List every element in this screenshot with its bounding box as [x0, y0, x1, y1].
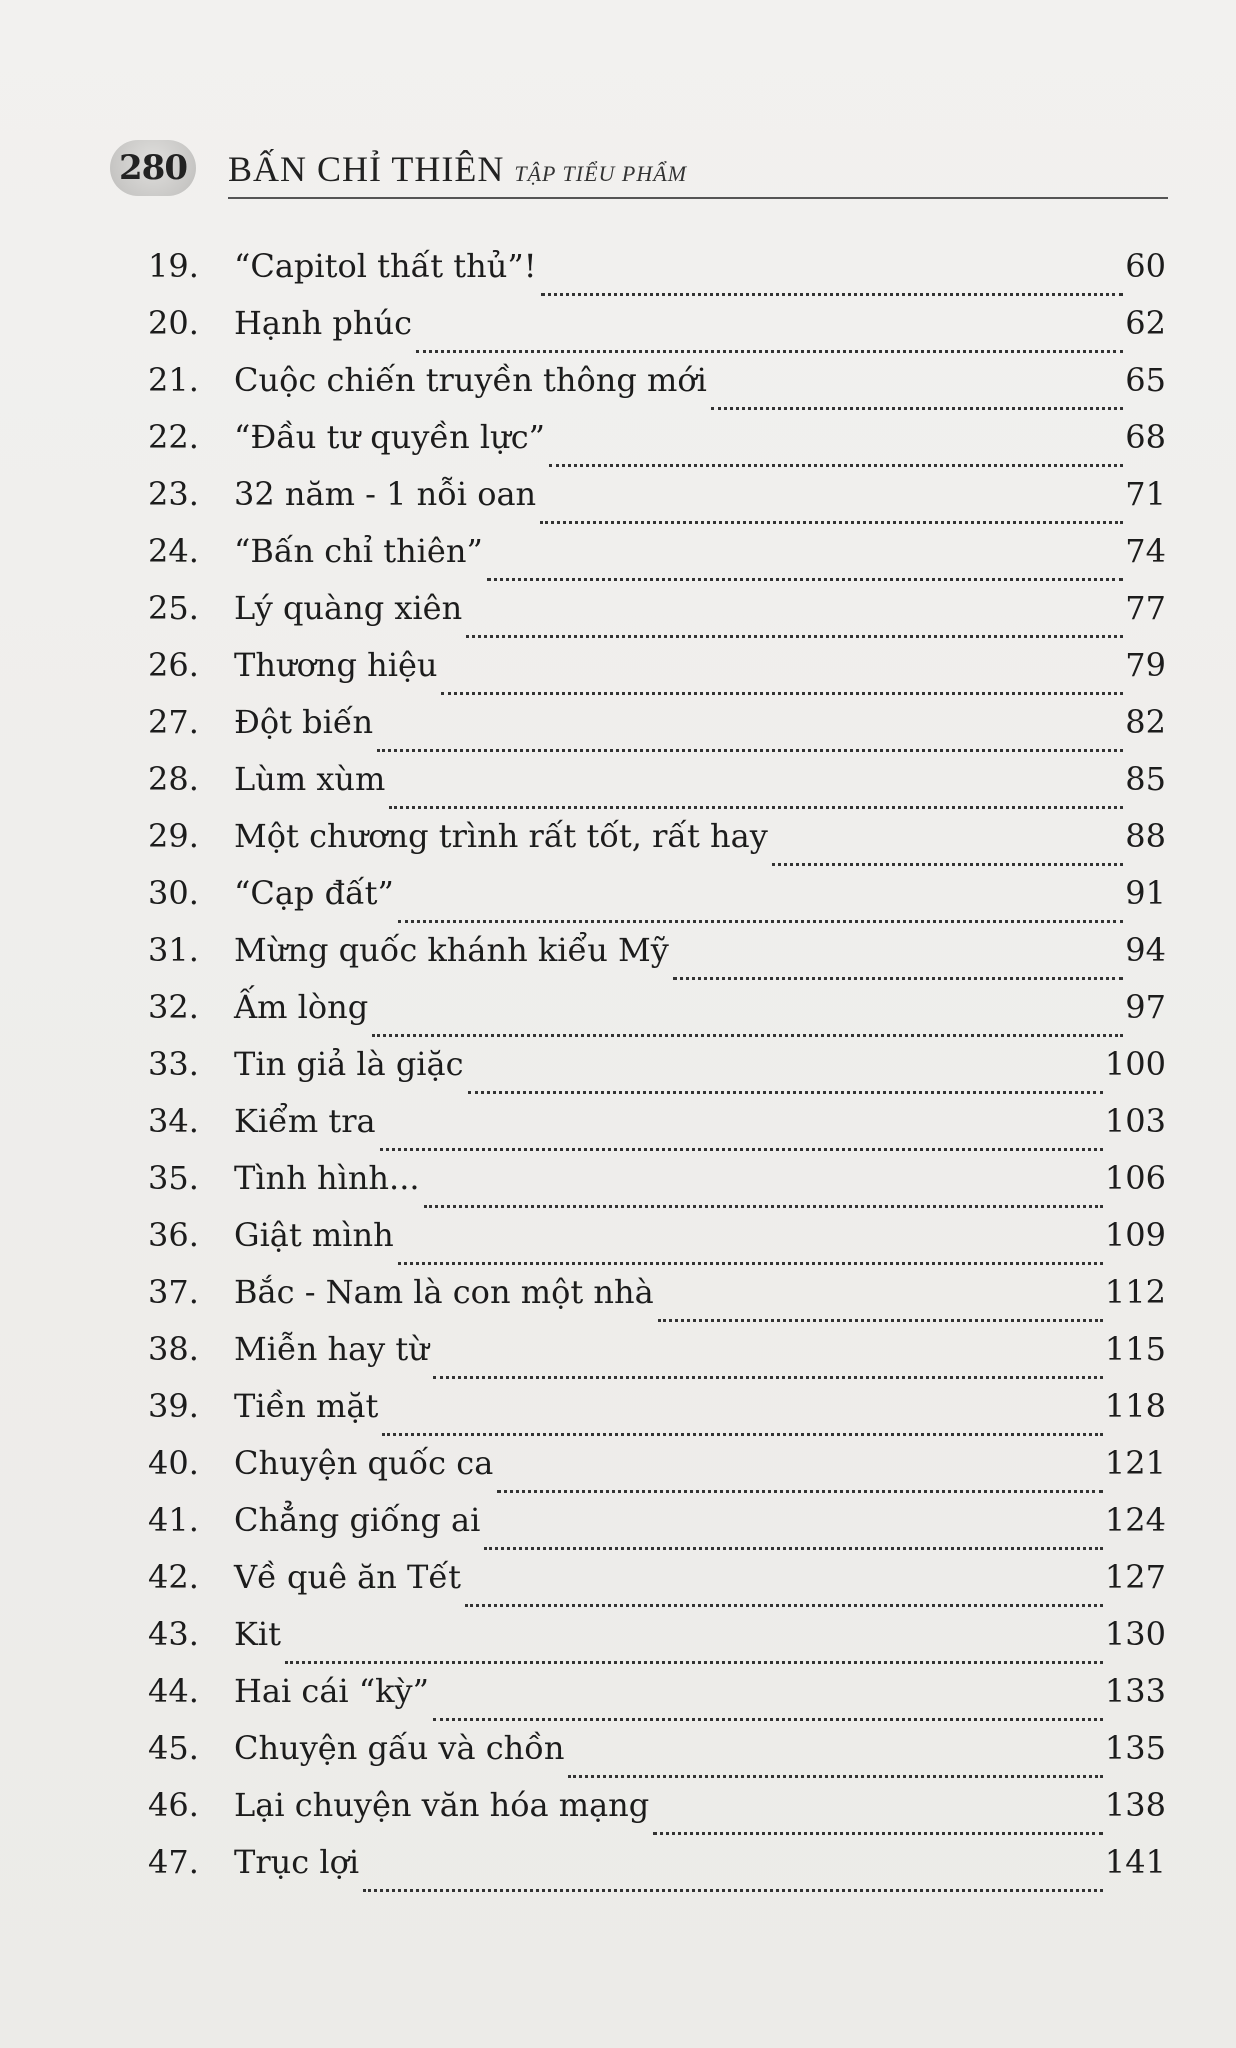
table-of-contents [148, 247, 1166, 1900]
toc-entry-number: 40. [148, 1444, 199, 1482]
toc-entry-page: 97 [1125, 988, 1166, 1026]
toc-entry-page: 135 [1104, 1729, 1166, 1767]
toc-entry-number: 24. [148, 532, 199, 570]
toc-entry-page: 62 [1125, 304, 1166, 342]
toc-dot-leader [382, 1432, 1103, 1436]
toc-entry [148, 1444, 1166, 1501]
toc-entry-number: 29. [148, 817, 199, 855]
header-rule [228, 197, 1168, 199]
toc-dot-leader [433, 1375, 1103, 1379]
toc-entry-number: 43. [148, 1615, 199, 1653]
toc-entry-page: 100 [1104, 1045, 1166, 1083]
toc-entry-number: 32. [148, 988, 199, 1026]
toc-entry-page: 141 [1104, 1843, 1166, 1881]
toc-entry-number: 30. [148, 874, 199, 912]
toc-entry-number: 26. [148, 646, 199, 684]
toc-entry-page: 127 [1104, 1558, 1166, 1596]
toc-dot-leader [372, 1033, 1123, 1037]
toc-dot-leader [658, 1318, 1103, 1322]
toc-entry-page: 91 [1125, 874, 1166, 912]
toc-dot-leader [285, 1660, 1103, 1664]
toc-entry-page: 60 [1125, 247, 1166, 285]
toc-entry [148, 1387, 1166, 1444]
toc-entry [148, 589, 1166, 646]
toc-entry-title: Hạnh phúc [234, 304, 412, 342]
toc-dot-leader [468, 1090, 1103, 1094]
toc-entry-page: 121 [1104, 1444, 1166, 1482]
toc-entry-number: 22. [148, 418, 199, 456]
toc-dot-leader [380, 1147, 1103, 1151]
toc-dot-leader [711, 406, 1123, 410]
toc-entry [148, 1045, 1166, 1102]
toc-entry-page: 94 [1125, 931, 1166, 969]
toc-entry-title: Đột biến [234, 703, 374, 741]
toc-entry-title: “Bấn chỉ thiên” [234, 532, 483, 570]
toc-entry [148, 361, 1166, 418]
toc-entry [148, 703, 1166, 760]
toc-entry-title: Chuyện gấu và chồn [234, 1729, 565, 1767]
toc-dot-leader [398, 919, 1123, 923]
toc-entry-title: Mừng quốc khánh kiểu Mỹ [234, 931, 669, 969]
page-header [110, 140, 1170, 196]
toc-entry-title: “Cạp đất” [234, 874, 394, 912]
toc-entry [148, 1558, 1166, 1615]
toc-entry [148, 988, 1166, 1045]
toc-entry-number: 44. [148, 1672, 199, 1710]
toc-entry-number: 25. [148, 589, 199, 627]
toc-entry-page: 79 [1125, 646, 1166, 684]
toc-dot-leader [465, 1603, 1103, 1607]
toc-entry-page: 112 [1104, 1273, 1166, 1311]
toc-entry [148, 1159, 1166, 1216]
toc-entry [148, 874, 1166, 931]
toc-entry [148, 646, 1166, 703]
toc-entry-number: 47. [148, 1843, 199, 1881]
toc-dot-leader [433, 1717, 1103, 1721]
toc-entry-title: Kiểm tra [234, 1102, 376, 1140]
toc-entry [148, 931, 1166, 988]
toc-entry-title: Miễn hay từ [234, 1330, 429, 1368]
toc-entry-number: 39. [148, 1387, 199, 1425]
toc-entry-title: Tình hình... [234, 1159, 420, 1197]
toc-dot-leader [377, 748, 1123, 752]
toc-entry-page: 74 [1125, 532, 1166, 570]
toc-entry-title: Trục lợi [234, 1843, 360, 1881]
toc-entry [148, 1729, 1166, 1786]
toc-entry-number: 41. [148, 1501, 199, 1539]
toc-entry-page: 109 [1104, 1216, 1166, 1254]
toc-entry-title: Ấm lòng [234, 988, 369, 1026]
toc-entry-title: “Capitol thất thủ”! [234, 247, 537, 285]
toc-entry-title: Lùm xùm [234, 760, 386, 798]
toc-entry [148, 1330, 1166, 1387]
toc-dot-leader [424, 1204, 1103, 1208]
toc-entry [148, 475, 1166, 532]
toc-entry-page: 88 [1125, 817, 1166, 855]
toc-entry-title: “Đầu tư quyền lực” [234, 418, 545, 456]
toc-dot-leader [398, 1261, 1103, 1265]
toc-entry-number: 36. [148, 1216, 199, 1254]
toc-entry-page: 68 [1125, 418, 1166, 456]
toc-entry-title: Tin giả là giặc [234, 1045, 464, 1083]
toc-entry-title: Thương hiệu [234, 646, 438, 684]
toc-dot-leader [772, 862, 1123, 866]
toc-entry-title: Lại chuyện văn hóa mạng [234, 1786, 650, 1824]
toc-dot-leader [549, 463, 1123, 467]
toc-entry-page: 124 [1104, 1501, 1166, 1539]
toc-entry-page: 106 [1104, 1159, 1166, 1197]
toc-entry-number: 42. [148, 1558, 199, 1596]
toc-entry [148, 1786, 1166, 1843]
toc-dot-leader [673, 976, 1123, 980]
toc-entry-title: Kit [234, 1615, 281, 1653]
toc-dot-leader [540, 520, 1123, 524]
toc-entry [148, 1501, 1166, 1558]
toc-entry-number: 33. [148, 1045, 199, 1083]
toc-dot-leader [497, 1489, 1103, 1493]
toc-entry [148, 532, 1166, 589]
book-title: BẤN CHỈ THIÊN [228, 149, 505, 189]
toc-entry-page: 138 [1104, 1786, 1166, 1824]
toc-dot-leader [466, 634, 1123, 638]
toc-entry-title: Một chương trình rất tốt, rất hay [234, 817, 768, 855]
toc-entry-page: 82 [1125, 703, 1166, 741]
toc-entry [148, 1102, 1166, 1159]
page-number: 280 [110, 140, 196, 196]
toc-dot-leader [389, 805, 1123, 809]
toc-dot-leader [541, 292, 1124, 296]
toc-entry-number: 37. [148, 1273, 199, 1311]
toc-entry-title: Giật mình [234, 1216, 394, 1254]
toc-entry [148, 418, 1166, 475]
toc-entry-title: Hai cái “kỳ” [234, 1672, 429, 1710]
toc-dot-leader [416, 349, 1123, 353]
toc-entry-title: Về quê ăn Tết [234, 1558, 461, 1596]
toc-entry-title: Cuộc chiến truyền thông mới [234, 361, 707, 399]
toc-dot-leader [441, 691, 1123, 695]
toc-entry-page: 130 [1104, 1615, 1166, 1653]
toc-entry-page: 115 [1104, 1330, 1166, 1368]
toc-entry-number: 19. [148, 247, 199, 285]
toc-entry-title: 32 năm - 1 nỗi oan [234, 475, 537, 513]
toc-entry-number: 28. [148, 760, 199, 798]
toc-entry-number: 21. [148, 361, 199, 399]
toc-entry-number: 27. [148, 703, 199, 741]
toc-entry-number: 45. [148, 1729, 199, 1767]
toc-entry [148, 1273, 1166, 1330]
toc-entry-number: 38. [148, 1330, 199, 1368]
toc-entry [148, 304, 1166, 361]
toc-entry [148, 817, 1166, 874]
toc-entry [148, 760, 1166, 817]
toc-dot-leader [653, 1831, 1103, 1835]
toc-entry [148, 1672, 1166, 1729]
toc-entry-title: Tiền mặt [234, 1387, 379, 1425]
toc-dot-leader [568, 1774, 1103, 1778]
toc-entry-page: 85 [1125, 760, 1166, 798]
toc-entry-title: Chẳng giống ai [234, 1501, 481, 1539]
toc-dot-leader [484, 1546, 1103, 1550]
toc-entry-page: 71 [1125, 475, 1166, 513]
toc-entry-number: 34. [148, 1102, 199, 1140]
toc-entry-number: 20. [148, 304, 199, 342]
toc-entry [148, 1615, 1166, 1672]
toc-entry-title: Lý quàng xiên [234, 589, 463, 627]
toc-entry-page: 133 [1104, 1672, 1166, 1710]
toc-entry-page: 103 [1104, 1102, 1166, 1140]
toc-entry-title: Chuyện quốc ca [234, 1444, 494, 1482]
toc-entry-number: 31. [148, 931, 199, 969]
toc-entry [148, 247, 1166, 304]
toc-entry-number: 35. [148, 1159, 199, 1197]
toc-entry-title: Bắc - Nam là con một nhà [234, 1273, 654, 1311]
toc-dot-leader [487, 577, 1123, 581]
toc-entry-number: 23. [148, 475, 199, 513]
running-head [228, 148, 687, 190]
toc-entry-page: 118 [1104, 1387, 1166, 1425]
toc-dot-leader [363, 1888, 1103, 1892]
toc-entry-page: 77 [1125, 589, 1166, 627]
toc-entry [148, 1216, 1166, 1273]
toc-entry [148, 1843, 1166, 1900]
toc-entry-page: 65 [1125, 361, 1166, 399]
book-subtitle: TẬP TIỂU PHẨM [514, 161, 688, 186]
toc-entry-number: 46. [148, 1786, 199, 1824]
